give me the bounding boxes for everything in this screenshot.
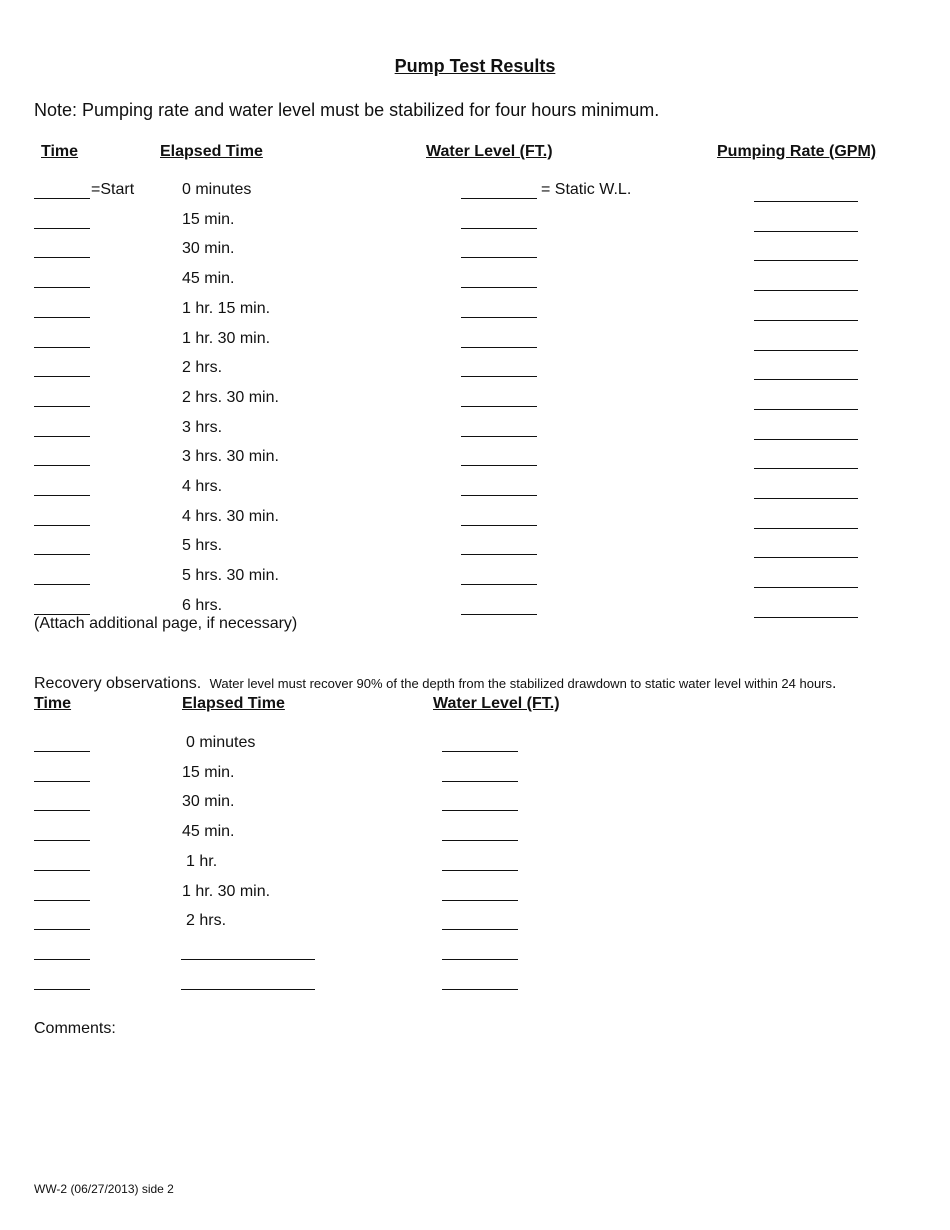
time-blank[interactable]: [34, 228, 90, 229]
water-level-blank[interactable]: [461, 614, 537, 615]
recovery-water-level-blank[interactable]: [442, 840, 518, 841]
static-wl-label: = Static W.L.: [541, 181, 632, 198]
recovery-heading: [34, 675, 836, 693]
recovery-time-blank[interactable]: [34, 751, 90, 752]
attach-note: (Attach additional page, if necessary): [34, 615, 298, 632]
pumping-rate-blank[interactable]: [754, 409, 858, 410]
recovery-time-blank[interactable]: [34, 989, 90, 990]
water-level-blank[interactable]: [461, 347, 537, 348]
time-blank[interactable]: [34, 317, 90, 318]
time-blank[interactable]: [34, 376, 90, 377]
recovery-time-blank[interactable]: [34, 959, 90, 960]
water-level-blank[interactable]: [461, 525, 537, 526]
water-level-blank[interactable]: [461, 584, 537, 585]
elapsed-time-label: 0 minutes: [182, 181, 252, 198]
recovery-header-water-level: Water Level (FT.): [433, 695, 560, 712]
pumping-rate-blank[interactable]: [754, 468, 858, 469]
recovery-water-level-blank[interactable]: [442, 989, 518, 990]
water-level-blank[interactable]: [461, 465, 537, 466]
water-level-blank[interactable]: [461, 554, 537, 555]
recovery-intro: Recovery observations.: [34, 675, 202, 692]
recovery-elapsed-label: 1 hr.: [186, 852, 218, 870]
recovery-time-blank[interactable]: [34, 929, 90, 930]
time-blank[interactable]: [34, 287, 90, 288]
page-title: Pump Test Results: [394, 56, 556, 76]
elapsed-time-label: 1 hr. 15 min.: [182, 299, 271, 317]
recovery-time-blank[interactable]: [34, 810, 90, 811]
recovery-header-elapsed-time: Elapsed Time: [182, 695, 285, 712]
recovery-elapsed-label: 45 min.: [182, 823, 235, 841]
recovery-time-blank[interactable]: [34, 840, 90, 841]
time-blank[interactable]: [34, 347, 90, 348]
time-blank[interactable]: [34, 554, 90, 555]
water-level-blank[interactable]: [461, 287, 537, 288]
time-blank[interactable]: [34, 495, 90, 496]
pumping-rate-blank[interactable]: [754, 290, 858, 291]
pumping-rate-blank[interactable]: [754, 617, 858, 618]
header-pumping-rate: Pumping Rate (GPM): [717, 143, 877, 160]
pumping-rate-blank[interactable]: [754, 557, 858, 558]
recovery-elapsed-blank[interactable]: [181, 959, 315, 960]
stabilization-note: Note: Pumping rate and water level must be stabilized for four hours minimum.: [34, 100, 660, 120]
water-level-blank[interactable]: [461, 436, 537, 437]
recovery-water-level-blank[interactable]: [442, 929, 518, 930]
header-elapsed-time: Elapsed Time: [160, 143, 263, 160]
comments-label: Comments:: [34, 1020, 116, 1037]
elapsed-time-label: 2 hrs.: [182, 359, 223, 377]
water-level-blank[interactable]: [461, 198, 537, 199]
recovery-water-level-blank[interactable]: [442, 751, 518, 752]
pumping-rate-blank[interactable]: [754, 320, 858, 321]
time-blank[interactable]: [34, 406, 90, 407]
elapsed-time-label: 1 hr. 30 min.: [182, 329, 271, 347]
pumping-rate-blank[interactable]: [754, 379, 858, 380]
time-blank[interactable]: [34, 525, 90, 526]
time-blank[interactable]: [34, 198, 90, 199]
pumping-rate-blank[interactable]: [754, 587, 858, 588]
elapsed-time-label: 15 min.: [182, 210, 235, 228]
recovery-water-level-blank[interactable]: [442, 810, 518, 811]
recovery-elapsed-label: 15 min.: [182, 763, 235, 781]
elapsed-time-label: 3 hrs. 30 min.: [182, 448, 279, 466]
recovery-elapsed-label: 1 hr. 30 min.: [182, 882, 271, 900]
water-level-blank[interactable]: [461, 228, 537, 229]
water-level-blank[interactable]: [461, 495, 537, 496]
time-blank[interactable]: [34, 465, 90, 466]
recovery-requirement: Water level must recover 90% of the depth from the stabilized drawdown to static water level within 24 hours: [209, 676, 833, 691]
form-footer: WW-2 (06/27/2013) side 2: [34, 1182, 174, 1196]
recovery-elapsed-label: 2 hrs.: [186, 912, 227, 930]
time-blank[interactable]: [34, 436, 90, 437]
time-blank[interactable]: [34, 257, 90, 258]
recovery-elapsed-label: 0 minutes: [186, 734, 256, 751]
elapsed-time-label: 5 hrs. 30 min.: [182, 567, 279, 585]
pumping-rate-blank[interactable]: [754, 498, 858, 499]
elapsed-time-label: 30 min.: [182, 240, 235, 258]
water-level-blank[interactable]: [461, 406, 537, 407]
header-water-level: Water Level (FT.): [426, 143, 553, 160]
elapsed-time-label: 4 hrs.: [182, 478, 223, 495]
recovery-header-time: Time: [34, 695, 72, 712]
water-level-blank[interactable]: [461, 257, 537, 258]
recovery-time-blank[interactable]: [34, 870, 90, 871]
pumping-rate-blank[interactable]: [754, 439, 858, 440]
elapsed-time-label: 6 hrs.: [182, 596, 223, 614]
elapsed-time-label: 3 hrs.: [182, 418, 223, 436]
pumping-rate-blank[interactable]: [754, 260, 858, 261]
pumping-rate-blank[interactable]: [754, 231, 858, 232]
elapsed-time-label: 5 hrs.: [182, 537, 223, 555]
water-level-blank[interactable]: [461, 317, 537, 318]
recovery-water-level-blank[interactable]: [442, 781, 518, 782]
elapsed-time-label: 4 hrs. 30 min.: [182, 507, 279, 525]
start-label: =Start: [91, 181, 135, 198]
pumping-rate-blank[interactable]: [754, 350, 858, 351]
header-time: Time: [41, 143, 79, 160]
recovery-requirement-period: .: [832, 675, 837, 692]
recovery-elapsed-blank[interactable]: [181, 989, 315, 990]
recovery-water-level-blank[interactable]: [442, 900, 518, 901]
time-blank[interactable]: [34, 584, 90, 585]
recovery-elapsed-label: 30 min.: [182, 793, 235, 811]
recovery-water-level-blank[interactable]: [442, 870, 518, 871]
recovery-time-blank[interactable]: [34, 900, 90, 901]
water-level-blank[interactable]: [461, 376, 537, 377]
pumping-rate-blank[interactable]: [754, 528, 858, 529]
pumping-rate-blank[interactable]: [754, 201, 858, 202]
recovery-time-blank[interactable]: [34, 781, 90, 782]
recovery-water-level-blank[interactable]: [442, 959, 518, 960]
elapsed-time-label: 45 min.: [182, 270, 235, 288]
elapsed-time-label: 2 hrs. 30 min.: [182, 388, 279, 406]
